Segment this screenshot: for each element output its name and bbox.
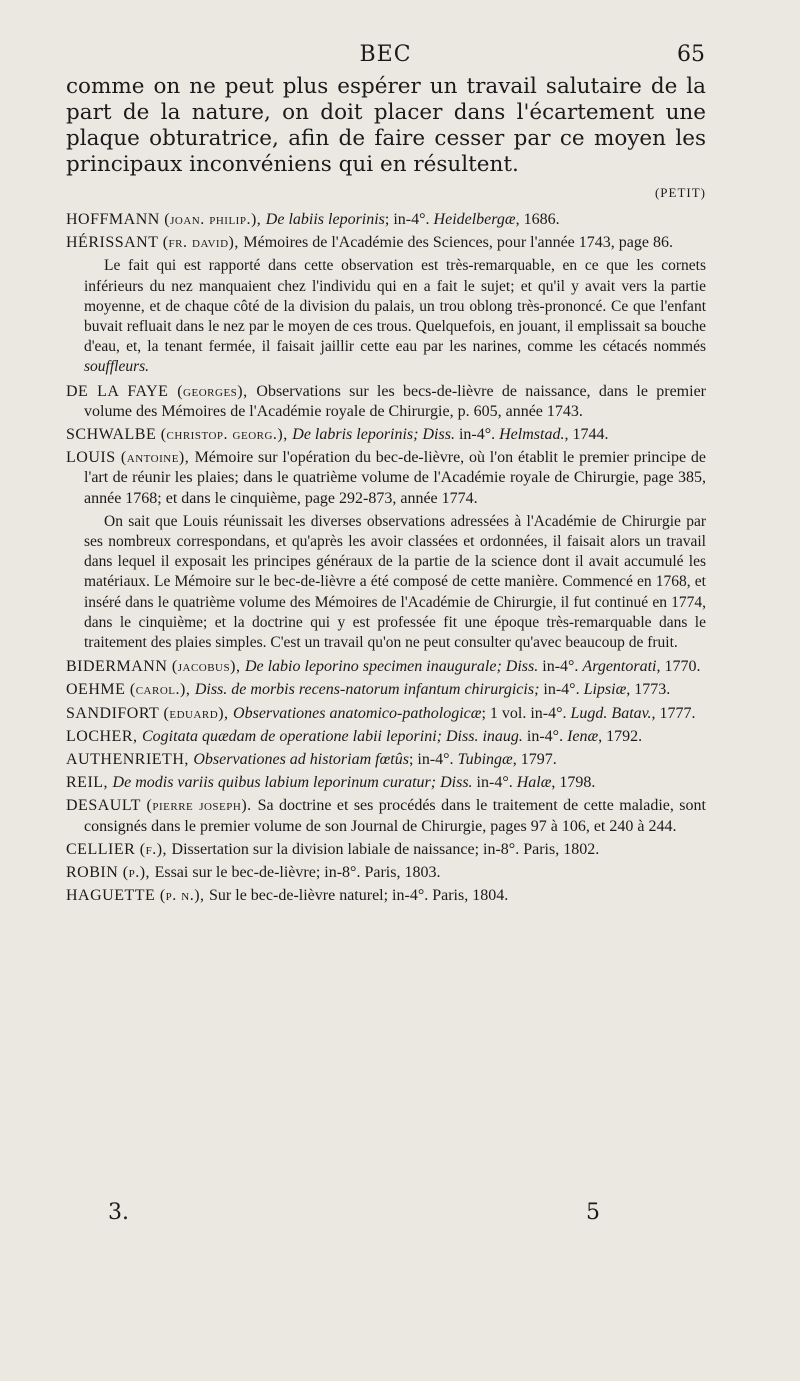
signature-mark-left: 3. bbox=[108, 1200, 129, 1225]
bibliography-entry bbox=[66, 657, 706, 677]
bibliography-entry bbox=[66, 750, 706, 770]
bibliography-entry bbox=[66, 210, 706, 230]
bibliography-entry bbox=[66, 233, 706, 253]
entry-title: De modis variis quibus labium leporinum curatur; Diss. bbox=[112, 774, 473, 792]
entry-note-italic: souffleurs. bbox=[84, 358, 150, 376]
entry-note bbox=[84, 512, 706, 653]
entry-place: Halæ bbox=[516, 774, 552, 792]
entry-details: Sa doctrine et ses procédés dans le traitement de cette maladie, sont consignés dans le premier volume de son Journal de Chirurgie, pages 97 à 106, et 240 à 244. bbox=[84, 797, 706, 835]
entry-details: in-4°. bbox=[539, 681, 584, 699]
entry-title: Diss. de morbis recens-natorum infantum chirurgicis; bbox=[194, 681, 540, 699]
entry-place: Argentorati bbox=[582, 658, 657, 676]
entry-note-text: Le fait qui est rapporté dans cette observation est très-remarquable, en ce que les cornets inférieurs du nez manquaient chez l'individu qui en a fait le sujet; et qu'il y avait vers la partie moyenne, et de chaque côté de la division du palais, un trou oblong très-prononcé. Ce que l'enfant buvait refluait dans le nez par le moyen de ces trous. Quelquefois, en jouant, il emplissait sa bouche d'eau, et, la tenant fermée, il faisait jaillir cette eau par les narines, comme les cétacés nommés bbox=[84, 257, 706, 356]
bibliography-entry bbox=[66, 680, 706, 700]
entry-author: BIDERMANN (jacobus), bbox=[66, 658, 245, 676]
entry-title: De labiis leporinis bbox=[265, 211, 385, 228]
entry-author: OEHME (carol.), bbox=[66, 681, 195, 699]
bibliography-entry bbox=[66, 382, 706, 422]
entry-author: AUTHENRIETH, bbox=[66, 751, 194, 769]
entry-year: , 1777. bbox=[651, 704, 696, 722]
entry-details: in-4°. bbox=[538, 658, 583, 676]
bibliography-entry bbox=[66, 863, 706, 883]
entry-place: Helmstad. bbox=[499, 426, 565, 444]
entry-year: , 1770. bbox=[656, 658, 701, 676]
bibliography-entry bbox=[66, 840, 706, 860]
intro-signature: (PETIT) bbox=[654, 185, 706, 200]
entry-year: , 1797. bbox=[512, 751, 557, 769]
entry-year: , 1792. bbox=[598, 727, 643, 745]
running-header bbox=[66, 42, 705, 72]
page-number: 65 bbox=[677, 42, 705, 67]
entry-author: SCHWALBE (christop. georg.), bbox=[66, 426, 293, 444]
entry-details: in-4°. bbox=[472, 774, 517, 792]
intro-paragraph bbox=[66, 74, 706, 206]
entry-title: Observationes anatomico-pathologicæ bbox=[233, 704, 482, 722]
entry-details: Essai sur le bec-de-lièvre; in-8°. Paris, 1803. bbox=[154, 864, 441, 882]
entry-year: , 1686. bbox=[515, 211, 560, 228]
entry-details: Sur le bec-de-lièvre naturel; in-4°. Paris, 1804. bbox=[209, 887, 509, 905]
bibliography-entry bbox=[66, 727, 706, 747]
entry-details: Mémoires de l'Académie des Sciences, pour l'année 1743, page 86. bbox=[243, 234, 673, 252]
entry-author: REIL, bbox=[66, 774, 113, 792]
entry-details: ; 1 vol. in-4°. bbox=[481, 704, 571, 722]
bibliography-entry bbox=[66, 425, 706, 445]
entry-place: Heidelbergæ bbox=[433, 211, 516, 228]
signature-mark-right: 5 bbox=[586, 1200, 600, 1225]
entry-author: HOFFMANN (joan. philip.), bbox=[66, 211, 266, 228]
entry-place: Lipsiæ bbox=[583, 681, 627, 699]
entry-place: Tubingæ bbox=[457, 751, 513, 769]
bibliography-entry bbox=[66, 704, 706, 724]
entry-year: , 1773. bbox=[626, 681, 671, 699]
entry-details: Observations sur les becs-de-lièvre de naissance, dans le premier volume des Mémoires de l'Académie royale de Chirurgie, p. 605, année 1743. bbox=[84, 382, 706, 420]
entry-title: Observationes ad historiam fœtûs bbox=[193, 751, 409, 769]
entry-note-text: On sait que Louis réunissait les diverses observations adressées à l'Académie de Chirurgie par ses nombreux correspondans, et qu'après les avoir classées et ordonnées, il faisait alors un travail dans lequel il exposait les principes généraux de la partie de la science dont il avait accumulé les matériaux. Le Mémoire sur le bec-de-lièvre a été composé de cette manière. Commencé en 1768, et inséré dans le quatrième volume des Mémoires de l'Académie de Chirurgie, il fut continué en 1774, dans le cinquième; et la doctrine qui y est professée fit une époque très-remarquable dans le traitement des plaies simples. C'est un travail qu'on ne peut consulter qu'avec beaucoup de fruit. bbox=[84, 512, 706, 652]
entry-title: De labio leporino specimen inaugurale; Diss. bbox=[244, 658, 539, 676]
entry-author: LOUIS (antoine), bbox=[66, 449, 195, 467]
entry-author: LOCHER, bbox=[66, 727, 142, 745]
entry-author: ROBIN (p.), bbox=[66, 864, 155, 882]
entry-year: , 1798. bbox=[551, 774, 596, 792]
intro-text: comme on ne peut plus espérer un travail salutaire de la part de la nature, on doit placer dans l'écartement une plaque obturatrice, afin de faire cesser par ce moyen les principaux inconvéniens qui en résultent. bbox=[66, 74, 706, 177]
bibliography-entry bbox=[66, 796, 706, 836]
entry-title: Cogitata quædam de operatione labii leporini; Diss. inaug. bbox=[142, 727, 523, 745]
entry-author: SANDIFORT (eduard), bbox=[66, 704, 234, 722]
running-title: BEC bbox=[359, 42, 412, 67]
bibliography-entry bbox=[66, 886, 706, 906]
entry-title: De labris leporinis; Diss. bbox=[292, 426, 455, 444]
entry-note bbox=[84, 256, 706, 377]
bibliography-entry bbox=[66, 448, 706, 509]
entry-details: in-4°. bbox=[454, 426, 500, 444]
bibliography-entry bbox=[66, 773, 706, 793]
bibliography bbox=[66, 210, 706, 910]
entry-place: Lugd. Batav. bbox=[570, 704, 652, 722]
entry-details: in-4°. bbox=[522, 727, 568, 745]
entry-author: CELLIER (f.), bbox=[66, 840, 172, 858]
entry-year: , 1744. bbox=[564, 426, 609, 444]
entry-details: ; in-4°. bbox=[384, 211, 434, 228]
entry-author: HÉRISSANT (fr. david), bbox=[66, 234, 244, 252]
entry-author: DE LA FAYE (georges), bbox=[66, 382, 257, 400]
entry-place: Ienæ bbox=[567, 727, 599, 745]
entry-author: DESAULT (pierre joseph). bbox=[66, 797, 258, 815]
entry-details: Mémoire sur l'opération du bec-de-lièvre, où l'on établit le premier principe de l'art de réunir les plaies; dans le quatrième volume de l'Académie royale de Chirurgie, page 385, année 1768; et dans le cinquième, page 292-873, année 1774. bbox=[84, 449, 706, 507]
entry-author: HAGUETTE (p. n.), bbox=[66, 887, 210, 905]
entry-details: ; in-4°. bbox=[408, 751, 458, 769]
entry-details: Dissertation sur la division labiale de naissance; in-8°. Paris, 1802. bbox=[171, 840, 600, 858]
